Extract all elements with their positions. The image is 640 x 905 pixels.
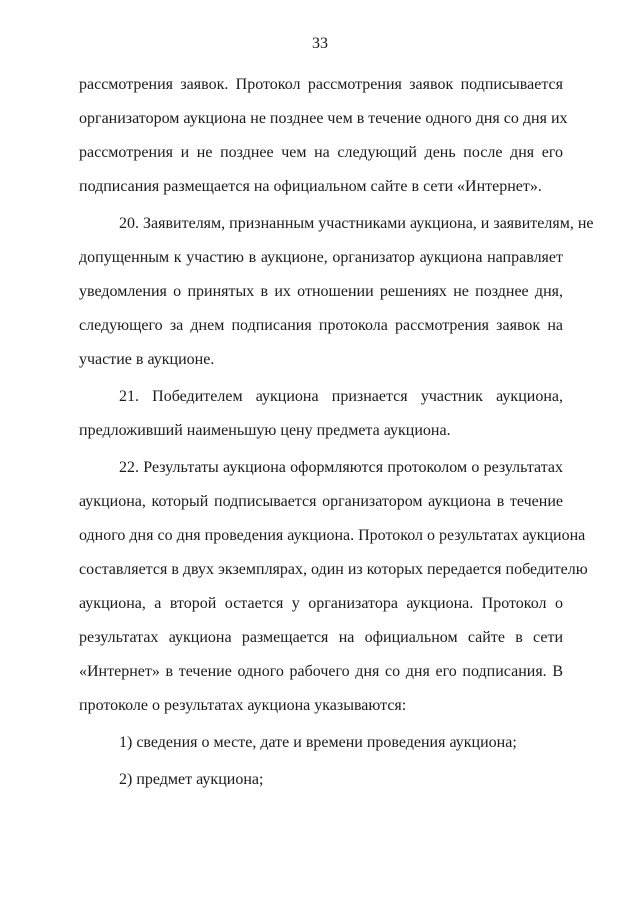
paragraph [79, 451, 588, 723]
text-line: подписания размещается на официальном сайте в сети «Интернет». [79, 178, 542, 195]
text-line: 21. Победителем аукциона признается участник аукциона, [119, 388, 563, 405]
text-line: «Интернет» в течение одного рабочего дня со дня его подписания. В [79, 663, 563, 680]
text-line: составляется в двух экземплярах, один из которых передается победителю [79, 561, 588, 578]
list-item [79, 763, 563, 797]
text-line: протоколе о результатах аукциона указываются: [79, 697, 407, 714]
page-number: 33 [312, 35, 328, 52]
text-line: результатах аукциона размещается на официальном сайте в сети [79, 629, 563, 646]
text-line: допущенным к участию в аукционе, организатор аукциона направляет [79, 249, 563, 266]
paragraph [79, 68, 568, 204]
text-line: предложивший наименьшую цену предмета аукциона. [79, 422, 451, 439]
text-line: следующего за днем подписания протокола рассмотрения заявок на [79, 317, 563, 334]
paragraph [79, 380, 563, 448]
text-line: рассмотрения заявок. Протокол рассмотрения заявок подписывается [79, 76, 563, 93]
text-line: 22. Результаты аукциона оформляются протоколом о результатах [119, 459, 563, 476]
text-line: рассмотрения и не позднее чем на следующий день после дня его [79, 144, 563, 161]
text-line: организатором аукциона не позднее чем в течение одного дня со дня их [79, 110, 568, 127]
text-line: 1) сведения о месте, дате и времени проведения аукциона; [119, 734, 517, 751]
list-item [79, 726, 563, 760]
text-line: аукциона, который подписывается организатором аукциона в течение [79, 493, 563, 510]
paragraph [79, 207, 594, 377]
document-body [79, 68, 594, 800]
text-line: участие в аукционе. [79, 351, 215, 368]
text-line: уведомления о принятых в их отношении решениях не позднее дня, [79, 283, 563, 300]
text-line: аукциона, а второй остается у организатора аукциона. Протокол о [79, 595, 563, 612]
text-line: одного дня со дня проведения аукциона. Протокол о результатах аукциона [79, 527, 586, 544]
text-line: 20. Заявителям, признанным участниками аукциона, и заявителям, не [119, 215, 594, 232]
text-line: 2) предмет аукциона; [119, 771, 264, 788]
